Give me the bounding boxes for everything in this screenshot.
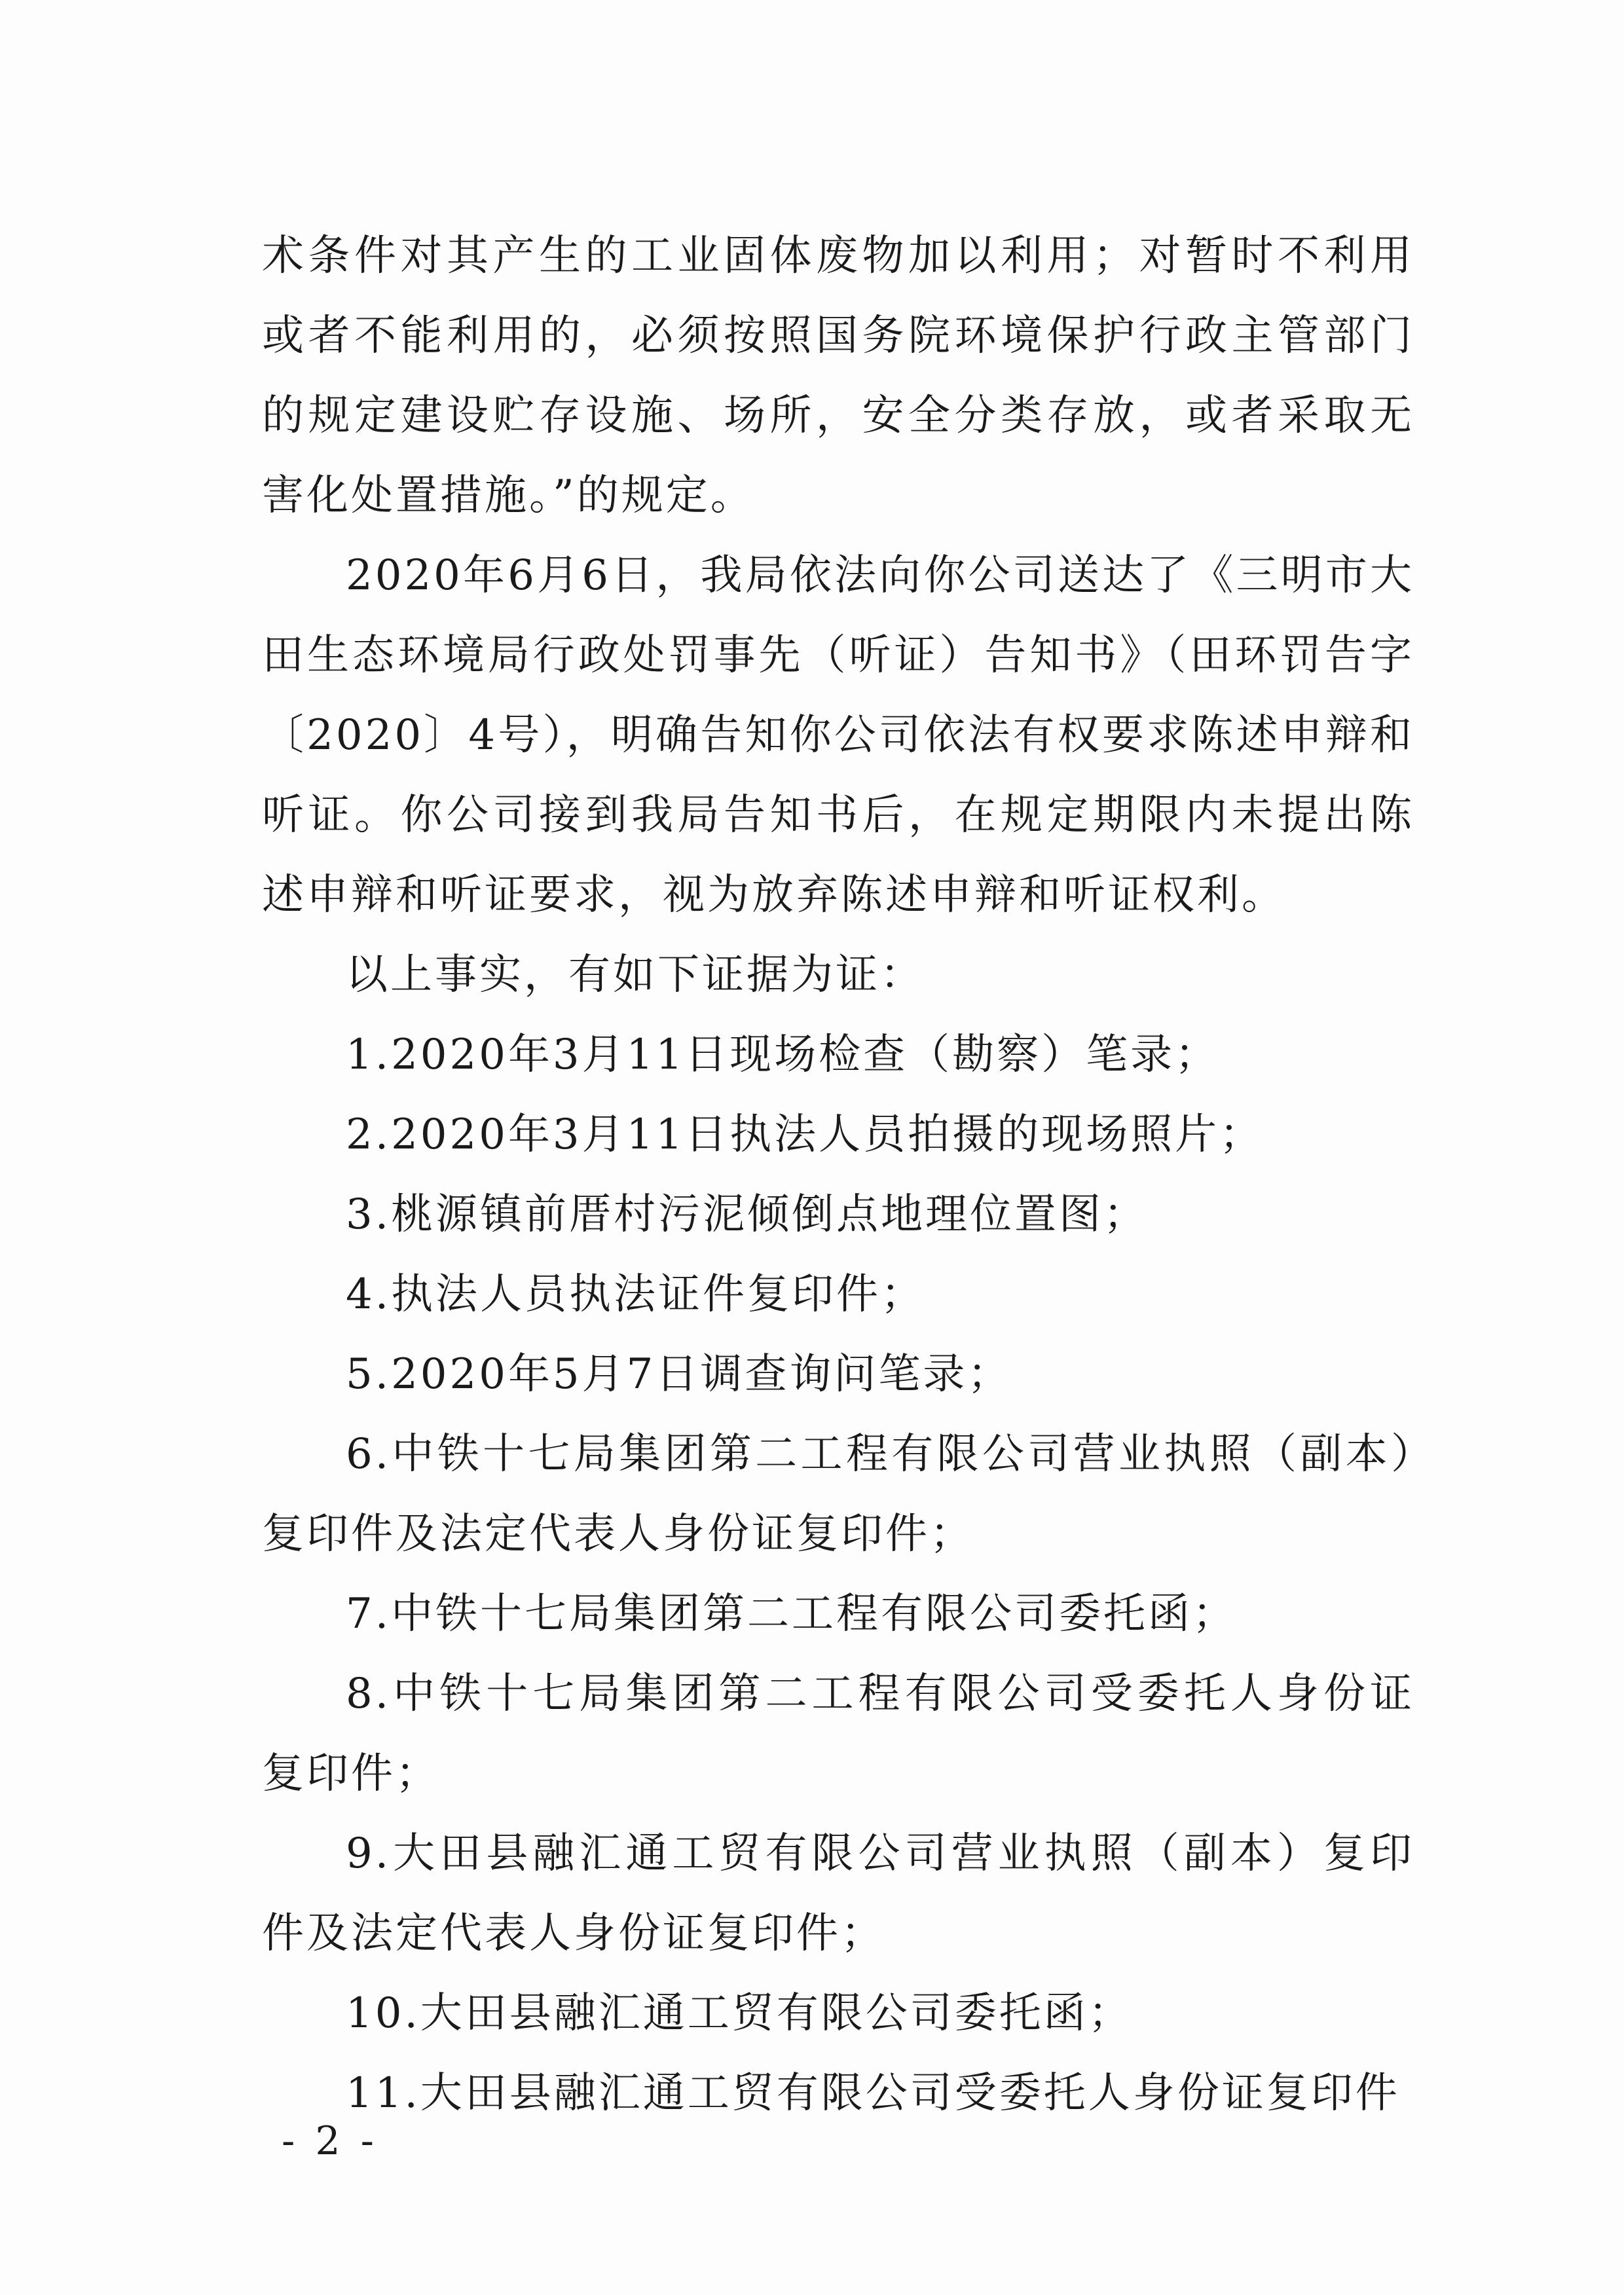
paragraph-notice-served: 2020年6月6日，我局依法向你公司送达了《三明市大田生态环境局行政处罚事先（听证）告知书》（田环罚告字〔2020〕4号），明确告知你公司依法有权要求陈述申辩和听证。你公司接到我局告知书后，在规定期限内未提出陈述申辩和听证要求，视为放弃陈述申辩和听证权利。 [262, 551, 1414, 919]
document-body [262, 216, 1414, 2133]
paragraph-evidence-intro: 以上事实，有如下证据为证： [346, 951, 925, 999]
page-number: - 2 - [282, 2118, 378, 2164]
evidence-item-2: 2.2020年3月11日执法人员拍摄的现场照片； [346, 1111, 1264, 1159]
evidence-item-11: 11.大田县融汇通工贸有限公司受委托人身份证复印件 [346, 2069, 1400, 2118]
paragraph-continuation: 术条件对其产生的工业固体废物加以利用；对暂时不利用或者不能利用的，必须按照国务院环境保护行政主管部门的规定建设贮存设施、场所，安全分类存放，或者采取无害化处置措施。”的规定。 [262, 232, 1414, 520]
evidence-item-4: 4.执法人员执法证件复印件； [346, 1270, 926, 1319]
evidence-item-6: 6.中铁十七局集团第二工程有限公司营业执照（副本）复印件及法定代表人身份证复印件； [262, 1430, 1414, 1558]
evidence-item-9: 9.大田县融汇通工贸有限公司营业执照（副本）复印件及法定代表人身份证复印件； [262, 1829, 1414, 1958]
evidence-item-8: 8.中铁十七局集团第二工程有限公司受委托人身份证复印件； [262, 1670, 1414, 1798]
evidence-item-3: 3.桃源镇前厝村污泥倾倒点地理位置图； [346, 1190, 1149, 1239]
evidence-item-1: 1.2020年3月11日现场检查（勘察）笔录； [346, 1031, 1220, 1079]
evidence-item-7: 7.中铁十七局集团第二工程有限公司委托函； [346, 1590, 1238, 1638]
evidence-item-10: 10.大田县融汇通工贸有限公司委托函； [346, 1989, 1133, 2038]
evidence-item-5: 5.2020年5月7日调查询问笔录； [346, 1350, 1012, 1399]
